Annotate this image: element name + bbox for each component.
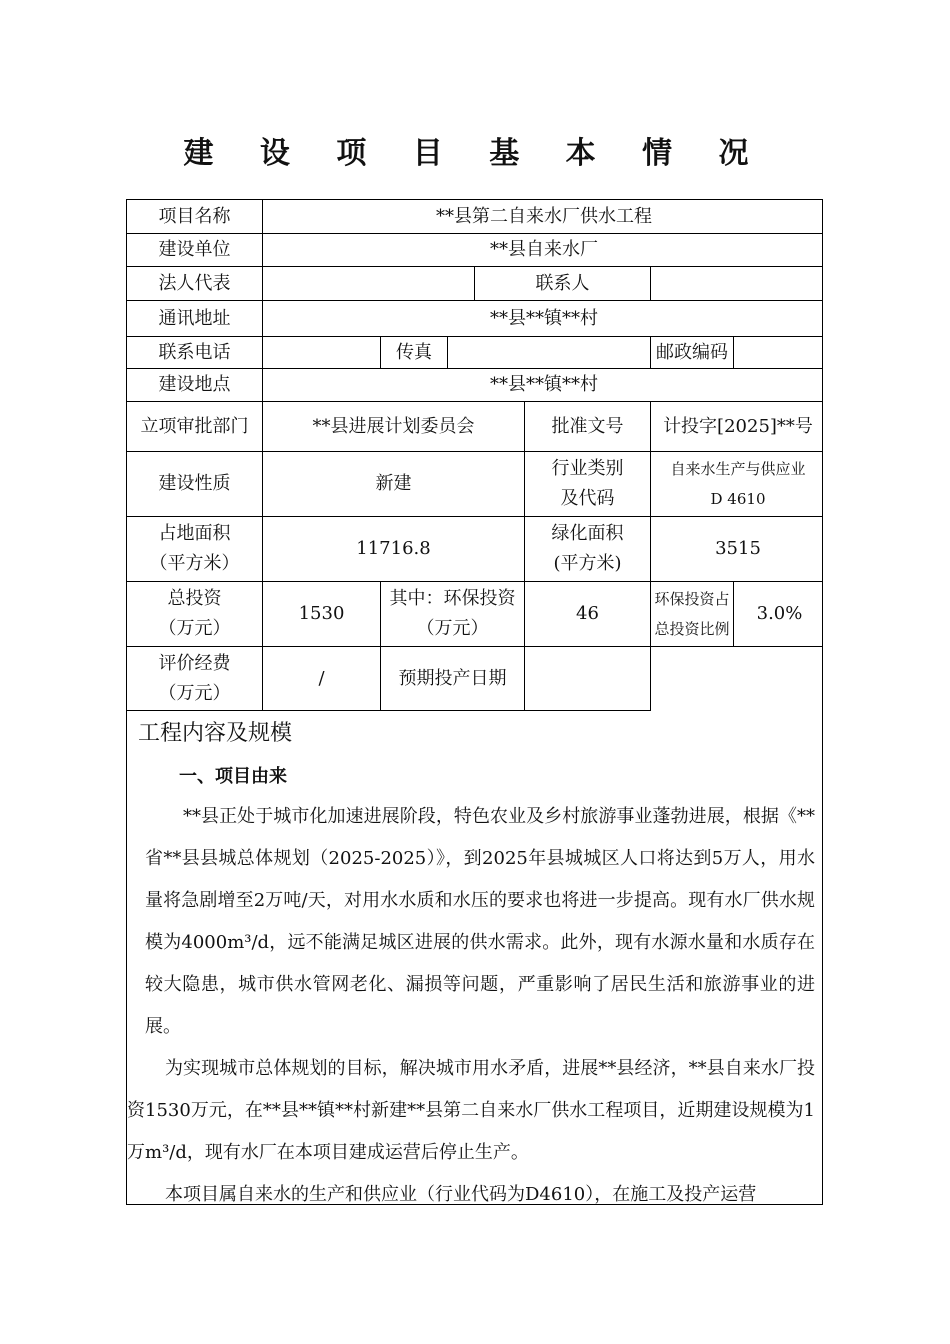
env-invest-value: 46 [525, 582, 651, 647]
industry-value [651, 452, 824, 517]
phone-value [263, 337, 381, 369]
env-ratio-value: 3.0% [734, 582, 824, 647]
legal-rep-label: 法人代表 [127, 267, 263, 301]
green-area-value: 3515 [651, 517, 824, 582]
sub-heading: 一、项目由来 [179, 766, 287, 787]
land-area-label-line2: （平方米） [149, 553, 240, 574]
fax-label: 传真 [381, 337, 448, 369]
env-ratio-label [651, 582, 734, 647]
green-area-label-line2: (平方米) [553, 553, 622, 574]
env-invest-label [381, 582, 525, 647]
land-area-value: 11716.8 [263, 517, 525, 582]
total-invest-label-line2: （万元） [158, 618, 231, 639]
contact-value [651, 267, 824, 301]
env-ratio-label-line1: 环保投资占 [654, 590, 730, 608]
green-area-label-line1: 绿化面积 [551, 523, 624, 544]
postcode-label: 邮政编码 [651, 337, 734, 369]
approval-no-value: 计投字[2025]**号 [651, 402, 824, 452]
address-value: **县**镇**村 [263, 301, 824, 337]
paragraph-2: 为实现城市总体规划的目标，解决城市用水矛盾，进展**县经济，**县自来水厂投资1530万元，在**县**镇**村新建**县第二自来水厂供水工程项目，近期建设规模为1万m³/d，现有水厂在本项目建成运营后停止生产。 [127, 1058, 815, 1163]
section-title: 工程内容及规模 [138, 721, 293, 746]
project-name-value: **县第二自来水厂供水工程 [263, 200, 824, 234]
contact-label: 联系人 [475, 267, 651, 301]
builder-value: **县自来水厂 [263, 234, 824, 267]
fax-value [448, 337, 651, 369]
site-label: 建设地点 [127, 369, 263, 402]
total-invest-label [127, 582, 263, 647]
env-invest-label-line2: （万元） [416, 618, 489, 639]
address-label: 通讯地址 [127, 301, 263, 337]
industry-name: 自来水生产与供应业 [670, 460, 806, 478]
project-info-form [126, 199, 823, 1205]
approval-dept-label: 立项审批部门 [127, 402, 263, 452]
nature-label: 建设性质 [127, 452, 263, 517]
industry-label [525, 452, 651, 517]
land-area-label [127, 517, 263, 582]
paragraph-1: **县正处于城市化加速进展阶段，特色农业及乡村旅游事业蓬勃进展，根据《**省**县县城总体规划（2025-2025）》，到2025年县城城区人口将达到5万人，用水量将急剧增至2万吨/天，对用水水质和水压的要求也将进一步提高。现有水厂供水规模为4000m³/d，远不能满足城区进展的供水需求。此外，现有水源水量和水质存在较大隐患，城市供水管网老化、漏损等问题，严重影响了居民生活和旅游事业的进展。 [145, 806, 815, 1037]
legal-rep-value [263, 267, 475, 301]
nature-value: 新建 [263, 452, 525, 517]
approval-no-label: 批准文号 [525, 402, 651, 452]
industry-code: D 4610 [710, 490, 766, 508]
phone-label: 联系电话 [127, 337, 263, 369]
project-name-label: 项目名称 [127, 200, 263, 234]
env-ratio-label-line2: 总投资比例 [654, 620, 730, 638]
industry-label-line1: 行业类别 [551, 458, 624, 479]
expected-date-label: 预期投产日期 [381, 647, 525, 711]
total-invest-label-line1: 总投资 [167, 588, 222, 609]
paragraph-3: 本项目属自来水的生产和供应业（行业代码为D4610），在施工及投产运营 [165, 1184, 757, 1205]
eval-fee-label [127, 647, 263, 711]
eval-fee-label-line1: 评价经费 [158, 652, 231, 674]
industry-label-line2: 及代码 [560, 488, 615, 509]
postcode-value [734, 337, 824, 369]
builder-label: 建设单位 [127, 234, 263, 267]
green-area-label [525, 517, 651, 582]
eval-fee-value: / [263, 647, 381, 711]
total-invest-value: 1530 [263, 582, 381, 647]
blank-area [651, 647, 824, 711]
approval-dept-value: **县进展计划委员会 [263, 402, 525, 452]
eval-fee-label-line2: （万元） [158, 682, 231, 704]
env-invest-label-line1: 其中：环保投资 [389, 588, 516, 609]
site-value: **县**镇**村 [263, 369, 824, 402]
land-area-label-line1: 占地面积 [158, 523, 231, 544]
expected-date-value [525, 647, 651, 711]
page-title: 建 设 项 目 基 本 情 况 [183, 136, 767, 171]
basic-info-table [126, 199, 823, 711]
